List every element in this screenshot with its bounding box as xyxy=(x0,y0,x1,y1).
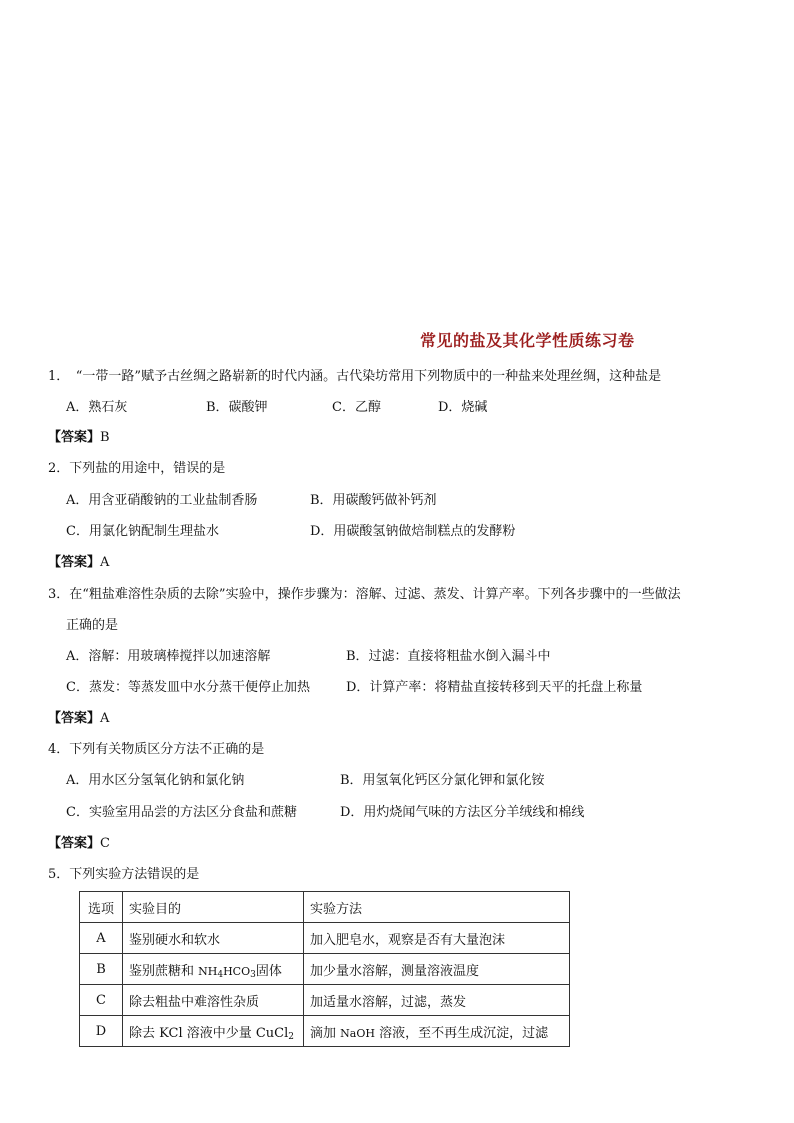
answer-value: A xyxy=(100,555,110,570)
purpose-text: 鉴别蔗糖和 xyxy=(129,963,199,979)
question-2-stem: 2．下列盐的用途中，错误的是 xyxy=(48,461,226,476)
table-cell-purpose xyxy=(123,954,304,985)
table-row xyxy=(80,985,570,1016)
question-1-option-b: B．碳酸钾 xyxy=(206,400,268,415)
table-row xyxy=(80,1016,570,1047)
method-text: 溶液，至不再生成沉淀，过滤 xyxy=(374,1025,549,1041)
question-3-option-b: B．过滤：直接将粗盐水倒入漏斗中 xyxy=(346,649,551,664)
question-1-option-a: A．熟石灰 xyxy=(66,400,128,415)
table-cell-purpose: 除去粗盐中难溶性杂质 xyxy=(123,985,304,1016)
table-cell-method: 加入肥皂水，观察是否有大量泡沫 xyxy=(304,923,570,954)
question-2-answer xyxy=(48,554,109,572)
formula-subscript: 2 xyxy=(288,1031,295,1042)
table-cell-option: C xyxy=(80,985,123,1016)
table-cell-method: 加少量水溶解，测量溶液温度 xyxy=(304,954,570,985)
question-3-option-c: C．蒸发：等蒸发皿中水分蒸干便停止加热 xyxy=(66,680,310,695)
question-1-stem: 1． “一带一路”赋予古丝绸之路崭新的时代内涵。古代染坊常用下列物质中的一种盐来处理丝绸，这种盐是 xyxy=(48,369,662,384)
question-4-stem: 4．下列有关物质区分方法不正确的是 xyxy=(48,742,265,757)
question-4-option-d: D．用灼烧闻气味的方法区分羊绒线和棉线 xyxy=(340,805,585,820)
question-4-answer xyxy=(48,835,110,853)
table-header-purpose: 实验目的 xyxy=(123,892,304,923)
purpose-text: 除去 KCl 溶液中少量 CuCl xyxy=(129,1025,289,1041)
question-3-option-a: A．溶解：用玻璃棒搅拌以加速溶解 xyxy=(66,649,271,664)
formula-part: HCO xyxy=(223,964,251,978)
question-3-option-d: D．计算产率：将精盐直接转移到天平的托盘上称量 xyxy=(346,680,643,695)
formula-subscript: 4 xyxy=(217,969,224,980)
formula-part: NH xyxy=(198,964,218,978)
question-1-option-c: C．乙醇 xyxy=(332,400,381,415)
table-cell-purpose: 鉴别硬水和软水 xyxy=(123,923,304,954)
question-4-option-c: C．实验室用品尝的方法区分食盐和蔗糖 xyxy=(66,805,297,820)
table-cell-method xyxy=(304,1016,570,1047)
question-2-option-c: C．用氯化钠配制生理盐水 xyxy=(66,524,219,539)
table-cell-option: B xyxy=(80,954,123,985)
question-1-answer xyxy=(48,429,110,447)
method-text: 滴加 xyxy=(310,1025,341,1041)
answer-label: 【答案】 xyxy=(48,430,101,445)
table-header-row xyxy=(80,892,570,923)
question-3-stem-cont: 正确的是 xyxy=(66,618,119,633)
question-2-option-b: B．用碳酸钙做补钙剂 xyxy=(310,493,437,508)
page-title: 常见的盐及其化学性质练习卷 xyxy=(420,331,635,350)
answer-label: 【答案】 xyxy=(48,836,101,851)
table-cell-option: A xyxy=(80,923,123,954)
answer-value: C xyxy=(100,836,110,851)
question-4-option-a: A．用水区分氢氧化钠和氯化钠 xyxy=(66,773,245,788)
formula-subscript: 3 xyxy=(250,969,256,980)
question-3-stem: 3．在“粗盐难溶性杂质的去除”实验中，操作步骤为：溶解、过滤、蒸发、计算产率。下列各步骤中的一些做法 xyxy=(48,587,681,602)
answer-label: 【答案】 xyxy=(48,711,101,726)
table-row xyxy=(80,923,570,954)
table-row xyxy=(80,954,570,985)
table-cell-method: 加适量水溶解，过滤，蒸发 xyxy=(304,985,570,1016)
question-2-option-a: A．用含亚硝酸钠的工业盐制香肠 xyxy=(66,493,258,508)
answer-value: B xyxy=(100,430,110,445)
answer-label: 【答案】 xyxy=(48,555,101,570)
table-header-method: 实验方法 xyxy=(304,892,570,923)
question-4-option-b: B．用氢氧化钙区分氯化钾和氯化铵 xyxy=(340,773,545,788)
experiment-table xyxy=(79,891,570,1047)
purpose-text: 固体 xyxy=(255,963,282,979)
table-cell-purpose xyxy=(123,1016,304,1047)
table-cell-option: D xyxy=(80,1016,123,1047)
question-5-stem: 5．下列实验方法错误的是 xyxy=(48,867,200,882)
question-3-answer xyxy=(48,710,109,728)
formula-part: NaOH xyxy=(340,1026,375,1040)
question-2-option-d: D．用碳酸氢钠做焙制糕点的发酵粉 xyxy=(310,524,516,539)
question-1-option-d: D．烧碱 xyxy=(438,400,488,415)
answer-value: A xyxy=(100,711,110,726)
table-header-option: 选项 xyxy=(80,892,123,923)
